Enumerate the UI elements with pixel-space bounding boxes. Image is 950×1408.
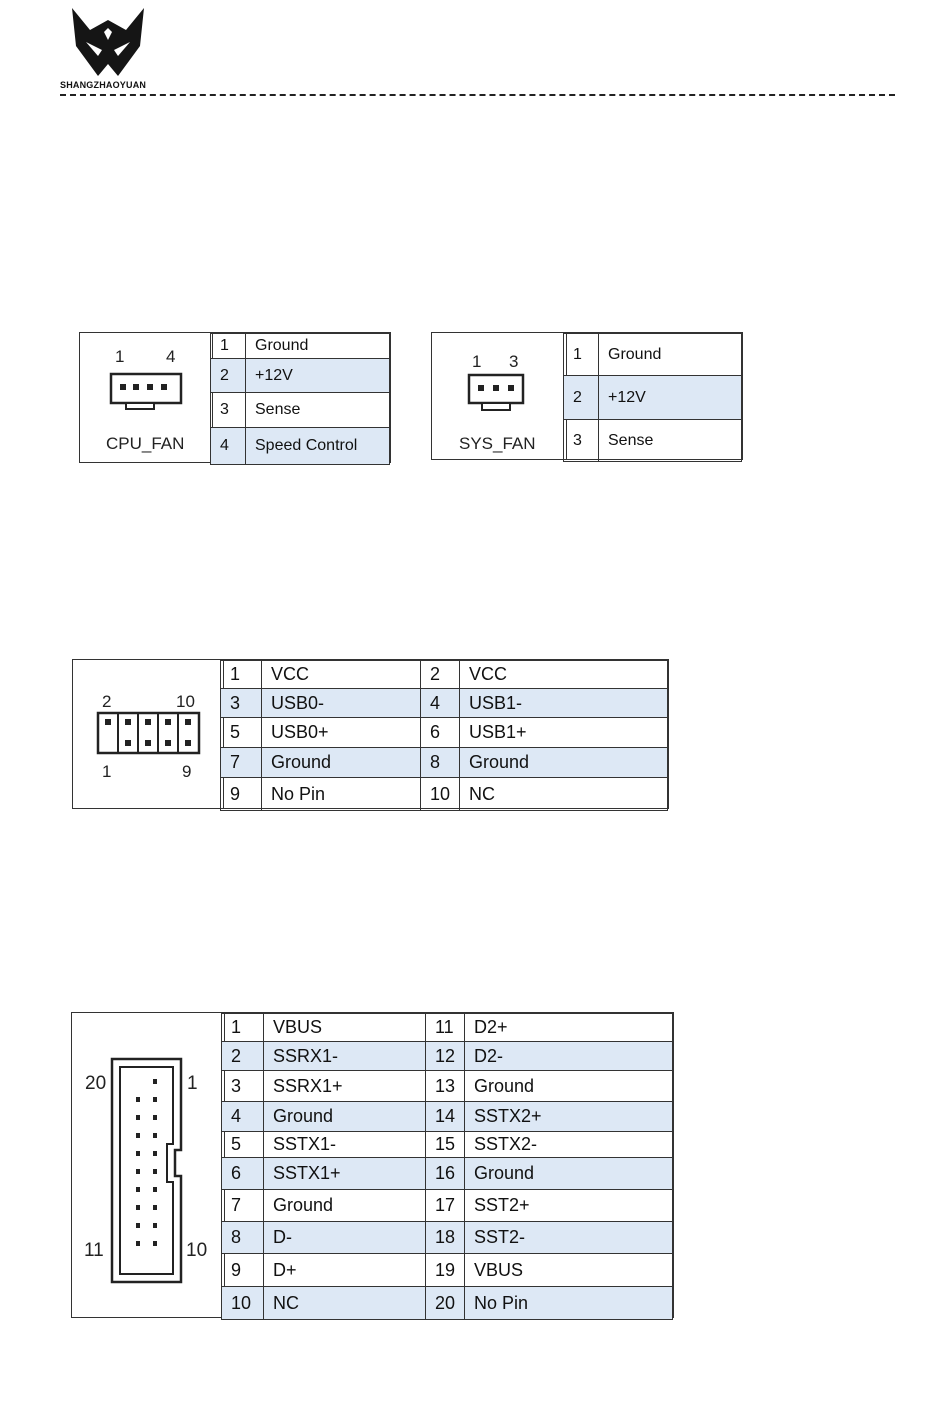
pin-signal: Speed Control [246,428,390,465]
table-row [564,376,742,420]
pin-number: 12 [426,1042,465,1071]
pin-signal: No Pin [465,1287,673,1320]
usb2-label-bottom-left: 1 [102,762,112,781]
pin-number: 3 [211,393,246,428]
sys-fan-pin-first-label: 1 [472,352,482,371]
pin-signal: VBUS [465,1254,673,1287]
pin-number: 20 [426,1287,465,1320]
pin-number: 3 [564,420,599,462]
pin-number: 6 [421,718,460,748]
pin-number: 17 [426,1190,465,1222]
pin-number: 19 [426,1254,465,1287]
header-divider [60,94,895,96]
table-row [564,420,742,462]
usb2-label-top-left: 2 [102,692,112,711]
table-row [211,334,390,359]
table-row [222,1042,673,1071]
usb3-label-bottom-left: 11 [84,1240,104,1261]
pin-signal: Ground [465,1071,673,1102]
usb3-label-bottom-right: 10 [186,1240,208,1261]
cpu-fan-pin-last-label: 4 [166,347,176,366]
sys-fan-pin-last-label: 3 [509,352,519,371]
usb3-label-top-left: 20 [85,1073,107,1094]
cpu-fan-diagram [80,333,213,462]
brand-logo [58,6,158,90]
pin-signal: USB1- [460,689,668,718]
pin-number: 4 [211,428,246,465]
pin-signal: D+ [264,1254,426,1287]
pin-number: 9 [221,778,262,811]
usb2-pin-table [220,660,668,811]
usb3-20-pin-header-icon [72,1013,224,1319]
pin-number: 4 [222,1102,264,1132]
pin-signal: VBUS [264,1014,426,1042]
table-row [222,1254,673,1287]
table-row [222,1158,673,1190]
pin-signal: Ground [264,1190,426,1222]
cpu-fan-caption: CPU_FAN [106,434,185,453]
pin-signal: SSRX1- [264,1042,426,1071]
pin-number: 14 [426,1102,465,1132]
pin-signal: VCC [460,661,668,689]
table-row [221,748,668,778]
table-row [221,778,668,811]
usb2-label-top-right: 10 [176,692,195,711]
usb3-pin-table [221,1013,673,1320]
table-row [221,689,668,718]
pin-number: 1 [222,1014,264,1042]
pin-number: 18 [426,1222,465,1254]
table-row [211,393,390,428]
pin-signal: SSRX1+ [264,1071,426,1102]
pin-signal: D2- [465,1042,673,1071]
table-row [222,1132,673,1158]
pin-signal: SSTX1+ [264,1158,426,1190]
pin-signal: NC [264,1287,426,1320]
usb2-label-bottom-right: 9 [182,762,192,781]
table-row [222,1071,673,1102]
pin-number: 1 [564,334,599,376]
pin-signal: Ground [262,748,421,778]
pin-signal: USB0- [262,689,421,718]
table-row [222,1222,673,1254]
pin-number: 5 [221,718,262,748]
pin-number: 15 [426,1132,465,1158]
pin-number: 10 [222,1287,264,1320]
four-pin-connector-icon [80,333,212,423]
pin-number: 2 [211,359,246,393]
pin-number: 13 [426,1071,465,1102]
pin-signal: Sense [246,393,390,428]
pin-number: 8 [222,1222,264,1254]
usb2-diagram [73,660,224,808]
pin-signal: SSTX1- [264,1132,426,1158]
pin-signal: Sense [599,420,742,462]
pin-signal: Ground [460,748,668,778]
pin-number: 1 [211,334,246,359]
table-row [564,334,742,376]
pin-number: 4 [421,689,460,718]
pin-signal: USB0+ [262,718,421,748]
sys-fan-diagram [432,333,567,459]
pin-number: 2 [421,661,460,689]
table-row [222,1014,673,1042]
sys-fan-block [431,332,743,460]
cpu-fan-pin-table [210,333,390,465]
pin-number: 3 [221,689,262,718]
pin-signal: +12V [246,359,390,393]
pin-signal: NC [460,778,668,811]
pin-number: 3 [222,1071,264,1102]
pin-signal: SSTX2- [465,1132,673,1158]
pin-signal: Ground [264,1102,426,1132]
table-row [211,359,390,393]
usb3-label-top-right: 1 [187,1073,198,1094]
cpu-fan-pin-first-label: 1 [115,347,125,366]
pin-number: 9 [222,1254,264,1287]
pin-number: 2 [564,376,599,420]
pin-number: 1 [221,661,262,689]
table-row [211,428,390,465]
pin-signal: +12V [599,376,742,420]
pin-number: 16 [426,1158,465,1190]
usb3-diagram [72,1013,225,1317]
pin-signal: SST2+ [465,1190,673,1222]
pin-signal: Ground [246,334,390,359]
pin-signal: Ground [599,334,742,376]
cpu-fan-block [79,332,391,463]
three-pin-connector-icon [432,333,566,423]
pin-number: 10 [421,778,460,811]
pin-number: 2 [222,1042,264,1071]
pin-signal: Ground [465,1158,673,1190]
pin-number: 5 [222,1132,264,1158]
table-row [221,718,668,748]
pin-signal: D2+ [465,1014,673,1042]
pin-signal: SSTX2+ [465,1102,673,1132]
pin-number: 8 [421,748,460,778]
sys-fan-caption: SYS_FAN [459,434,536,453]
pin-signal: VCC [262,661,421,689]
usb2-header-block [72,659,669,809]
usb2-10-pin-header-icon [73,660,223,810]
usb3-header-block [71,1012,674,1318]
pin-number: 7 [221,748,262,778]
brand-name: SHANGZHAOYUAN [60,80,147,90]
table-row [222,1287,673,1320]
pin-number: 11 [426,1014,465,1042]
wolf-head-logo-icon [70,6,146,78]
sys-fan-pin-table [563,333,742,462]
pin-signal: SST2- [465,1222,673,1254]
pin-number: 7 [222,1190,264,1222]
pin-signal: No Pin [262,778,421,811]
pin-signal: USB1+ [460,718,668,748]
pin-signal: D- [264,1222,426,1254]
table-row [222,1102,673,1132]
table-row [222,1190,673,1222]
table-row [221,661,668,689]
pin-number: 6 [222,1158,264,1190]
